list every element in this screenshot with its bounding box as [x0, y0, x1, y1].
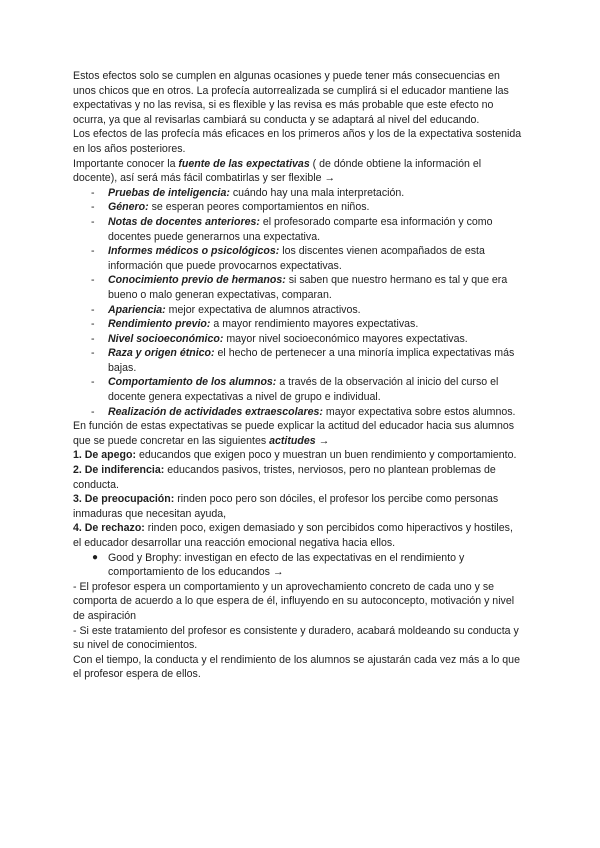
- attitudes-intro-after: →: [315, 434, 330, 447]
- item-term: Conocimiento previo de hermanos:: [108, 274, 286, 287]
- attitude-term: 1. De apego:: [73, 449, 136, 462]
- dash-bullet: -: [91, 405, 95, 418]
- sources-intro-paragraph: [73, 157, 523, 186]
- dot-bullet: ●: [92, 551, 99, 563]
- item-text: mayor nivel socioeconómico mayores expectativas.: [223, 332, 468, 345]
- attitude-text: educandos pasivos, tristes, nerviosos, pero no plantean problemas de conducta.: [73, 464, 496, 491]
- item-term: Género:: [108, 201, 149, 214]
- expectation-sources-list: [73, 186, 523, 420]
- attitude-term: 3. De preocupación:: [73, 493, 175, 506]
- attitude-text: educandos que exigen poco y muestran un buen rendimiento y comportamiento.: [136, 449, 517, 462]
- item-text: a mayor rendimiento mayores expectativas.: [210, 318, 419, 331]
- item-term: Pruebas de inteligencia:: [108, 186, 230, 199]
- dash-bullet: -: [91, 201, 95, 214]
- attitude-item: [73, 448, 523, 463]
- sources-intro-after: ( de dónde obtiene la información el docente), así será más fácil combatirlas y ser flexible →: [73, 157, 482, 185]
- dash-bullet: -: [91, 376, 95, 389]
- good-brophy-text: Good y Brophy: investigan en efecto de las expectativas en el rendimiento y comportamiento de los educandos →: [108, 551, 465, 579]
- list-item: [73, 200, 523, 215]
- dash-bullet: -: [91, 303, 95, 316]
- item-term: Comportamiento de los alumnos:: [108, 376, 277, 389]
- item-term: Rendimiento previo:: [108, 318, 211, 331]
- item-text: a través de la observación al inicio del curso el docente genera expectativas a nivel de grupo e individual.: [108, 376, 499, 404]
- closing-paragraph-1: - El profesor espera un comportamiento y un aprovechamiento concreto de cada uno y se comporta de acuerdo a lo que espera de él, influyendo en su autoconcepto, motivación y nivel de aspiración: [73, 580, 515, 622]
- list-item: [73, 375, 523, 404]
- item-text: el profesorado comparte esa información y como docentes puede generarnos una expectativa.: [108, 215, 493, 243]
- item-term: Realización de actividades extraescolares:: [108, 405, 323, 418]
- item-text: si saben que nuestro hermano es tal y que era bueno o malo generan expectativas, comparan.: [108, 274, 508, 301]
- list-item: [73, 303, 523, 318]
- attitudes-intro-paragraph: [73, 419, 523, 448]
- list-item: [73, 186, 523, 201]
- dash-bullet: -: [91, 274, 95, 287]
- intro-paragraph-1: Estos efectos solo se cumplen en algunas ocasiones y puede tener más consecuencias en unos chicos que en otros. La profecía autorrealizada se cumplirá si el educador mantiene las expectativas y no las revisa, si es flexible y las revisa es más probable que este efecto no ocurra, ya que al revisarlas cambiará su conducta y se adaptará al nivel del educando.: [73, 70, 509, 126]
- attitudes-intro-before: En función de estas expectativas se puede explicar la actitud del educador hacia sus alumnos que se puede concretar en las siguientes: [73, 420, 515, 447]
- good-brophy-list: [73, 551, 523, 580]
- sources-intro-before: Importante conocer la: [73, 157, 179, 170]
- item-text: los discentes vienen acompañados de esta información que puede provocarnos expectativas.: [108, 245, 485, 272]
- closing-paragraph-2: - Si este tratamiento del profesor es consistente y duradero, acabará moldeando su conducta y su nivel de conocimientos.: [73, 624, 519, 652]
- list-item: [73, 346, 523, 375]
- dash-bullet: -: [91, 245, 95, 258]
- dash-bullet: -: [91, 215, 95, 228]
- item-text: mejor expectativa de alumnos atractivos.: [165, 303, 361, 316]
- attitude-text: rinden poco, exigen demasiado y son percibidos como hiperactivos y hostiles, el educador desarrollar una reacción emocional negativa hacia ellos.: [73, 522, 513, 549]
- item-term: Nivel socioeconómico:: [108, 332, 224, 345]
- dash-bullet: -: [91, 318, 95, 331]
- document-body: [73, 69, 523, 682]
- list-item: [73, 244, 523, 273]
- attitudes-intro-term: actitudes: [269, 434, 316, 447]
- dash-bullet: -: [91, 186, 95, 199]
- attitude-item: [73, 521, 523, 550]
- attitude-term: 4. De rechazo:: [73, 522, 145, 535]
- attitude-term: 2. De indiferencia:: [73, 464, 165, 477]
- attitude-text: rinden poco pero son dóciles, el profesor los percibe como personas inmaduras que necesitan ayuda,: [73, 493, 499, 520]
- item-term: Apariencia:: [108, 303, 166, 316]
- dash-bullet: -: [91, 347, 95, 360]
- dash-bullet: -: [91, 332, 95, 345]
- list-item: [73, 273, 523, 302]
- list-item: [73, 551, 523, 580]
- item-term: Notas de docentes anteriores:: [108, 215, 260, 228]
- item-text: se esperan peores comportamientos en niños.: [148, 201, 370, 214]
- closing-paragraph-3: Con el tiempo, la conducta y el rendimiento de los alumnos se ajustarán cada vez más a lo que el profesor espera de ellos.: [73, 653, 520, 681]
- item-text: el hecho de pertenecer a una minoría implica expectativas más bajas.: [108, 347, 515, 374]
- list-item: [73, 215, 523, 244]
- attitude-item: [73, 492, 523, 521]
- list-item: [73, 317, 523, 332]
- attitude-item: [73, 463, 523, 492]
- item-text: cuándo hay una mala interpretación.: [229, 186, 405, 199]
- intro-paragraph-2: Los efectos de las profecía más eficaces en los primeros años y los de la expectativa sostenida en los años posteriores.: [73, 128, 522, 155]
- list-item: [73, 332, 523, 347]
- item-text: mayor expectativa sobre estos alumnos.: [322, 405, 516, 418]
- sources-intro-term: fuente de las expectativas: [178, 157, 310, 170]
- item-term: Raza y origen étnico:: [108, 347, 215, 360]
- item-term: Informes médicos o psicológicos:: [108, 245, 280, 258]
- list-item: [73, 405, 523, 420]
